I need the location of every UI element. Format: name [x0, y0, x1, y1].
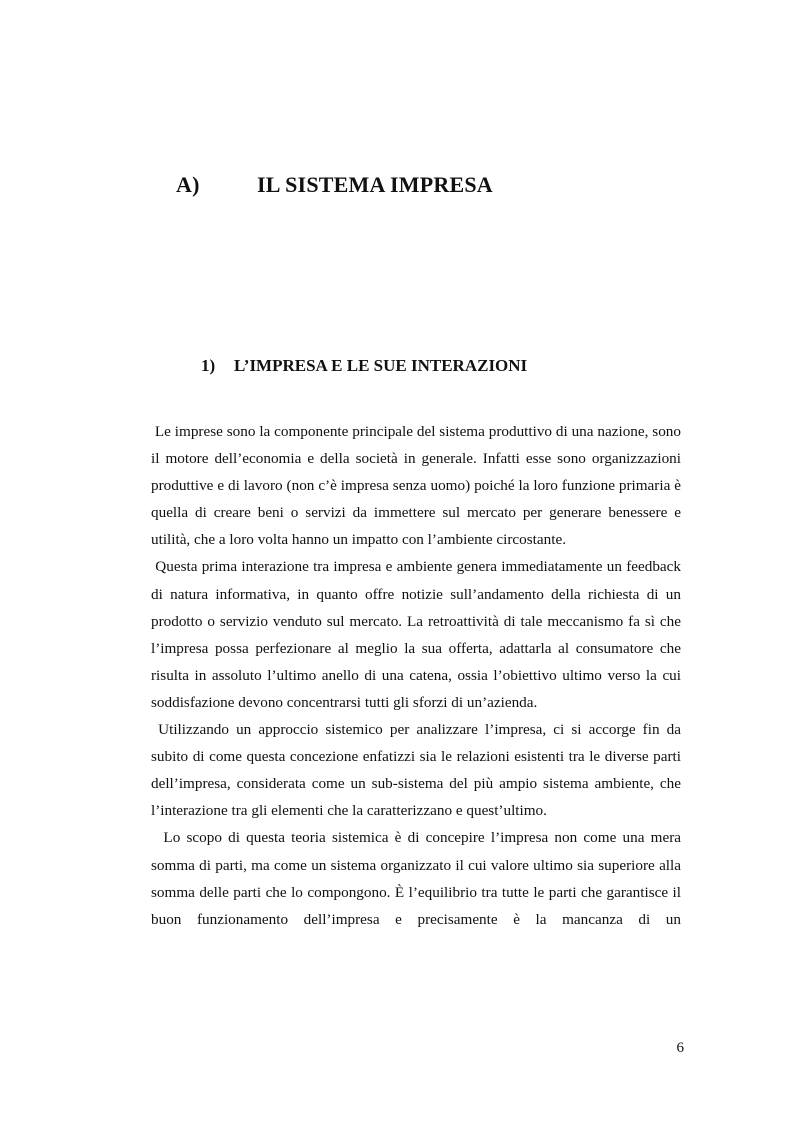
- paragraph: [151, 553, 681, 716]
- section-heading: [201, 356, 601, 382]
- paragraph: [151, 418, 681, 553]
- paragraph-text: Lo scopo di questa teoria sistemica è di concepire l’impresa non come una mera somma di parti, ma come un sistema organizzato il cui valore ultimo sia superiore alla somma delle parti che lo compongono. È l’equilibrio tra tutte le parti che garantisce il buon funzionamento dell’impresa e precisamente è la mancanza di un: [151, 829, 682, 928]
- body-text: [151, 418, 681, 933]
- section-label: 1): [201, 356, 216, 375]
- chapter-heading: [176, 172, 616, 204]
- page-number: 6: [676, 1040, 684, 1056]
- paragraph: [151, 716, 681, 824]
- paragraph: [151, 824, 681, 932]
- chapter-label: A): [176, 172, 200, 197]
- paragraph-text: Utilizzando un approccio sistemico per analizzare l’impresa, ci si accorge fin da subito di come questa concezione enfatizzi sia le relazioni esistenti tra le diverse parti dell’impresa, considerata come un sub-sistema del più ampio sistema ambiente, che l’interazione tra gli elementi che la caratterizzano e quest’ultimo.: [151, 721, 682, 820]
- paragraph-text: Le imprese sono la componente principale del sistema produttivo di una nazione, sono il motore dell’economia e della società in generale. Infatti esse sono organizzazioni produttive e di lavoro (non c’è impresa senza uomo) poiché la loro funzione primaria è quella di creare beni o servizi da immettere sul mercato per generare benessere e utilità, che a loro volta hanno un impatto con l’ambiente circostante.: [151, 423, 681, 549]
- section-title: L’IMPRESA E LE SUE INTERAZIONI: [234, 356, 528, 375]
- paragraph-text: Questa prima interazione tra impresa e ambiente genera immediatamente un feedback di natura informativa, in quanto offre notizie sull’andamento della richiesta di un prodotto o servizio venduto sul mercato. La retroattività di tale meccanismo fa sì che l’impresa possa perfezionare al meglio la sua offerta, adattarla al consumatore che risulta in assoluto l’ultimo anello di una catena, ossia l’obiettivo ultimo verso la cui soddisfazione devono concentrarsi tutti gli sforzi di un’azienda.: [151, 558, 682, 711]
- chapter-title: IL SISTEMA IMPRESA: [257, 172, 493, 197]
